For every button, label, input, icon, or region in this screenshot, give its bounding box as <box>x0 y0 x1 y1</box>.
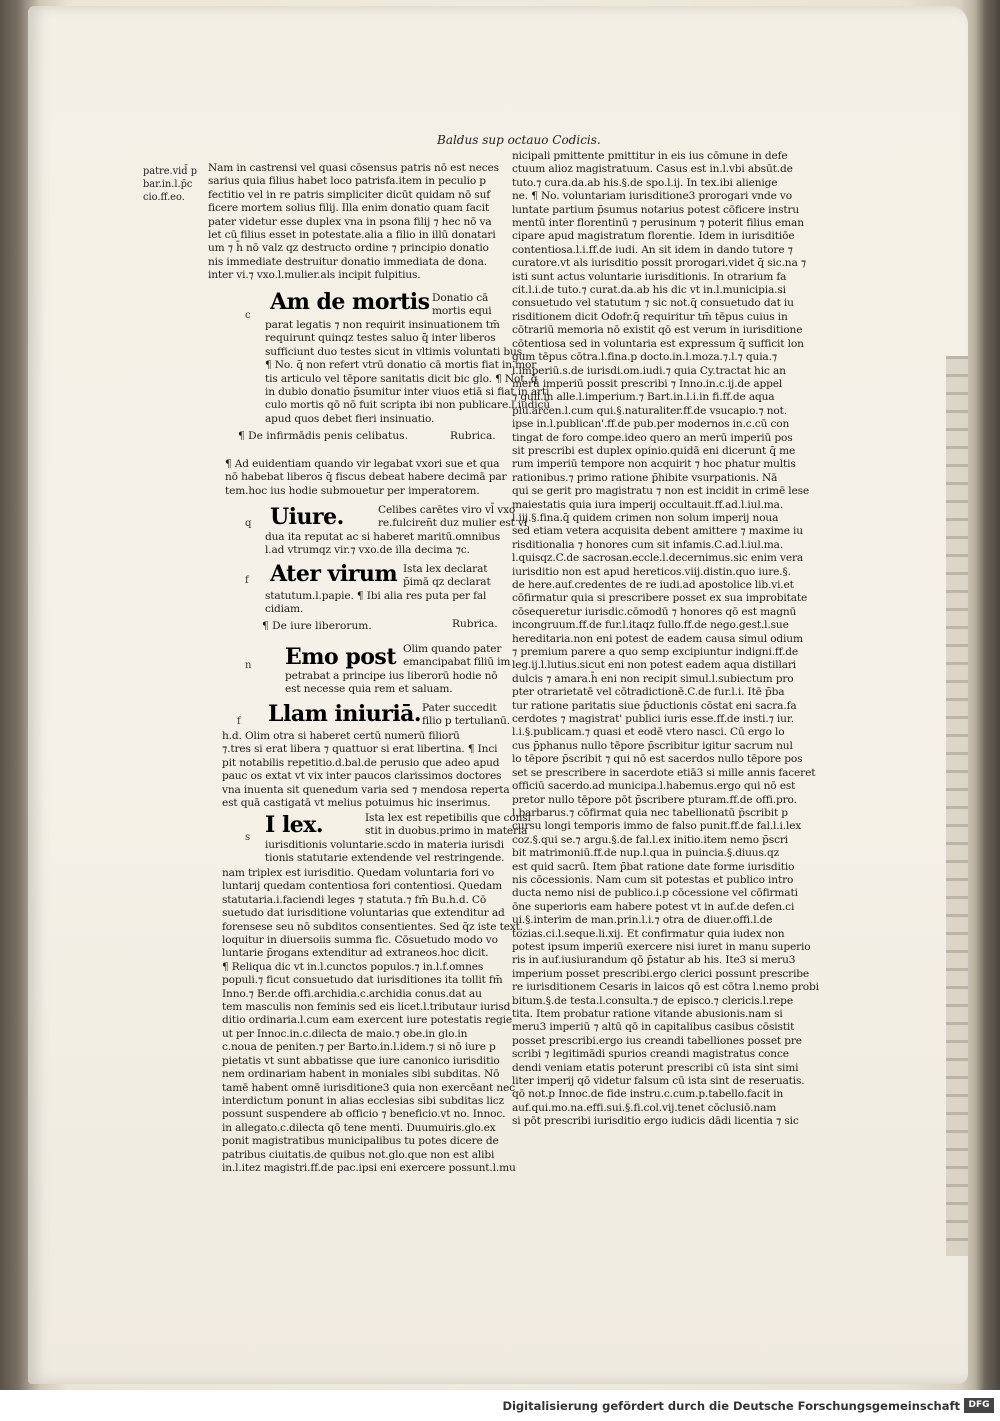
text-line: um ⁊ h̄ nō valz qz destructo ordine ⁊ principio donatio <box>208 242 489 255</box>
right-column <box>512 150 819 1129</box>
text-line: Donatio cā <box>432 292 489 304</box>
margin-letter: q <box>245 518 252 529</box>
text-line: tionis statutarie extendende vel restringende. <box>265 852 505 865</box>
lemma-initial <box>270 290 430 314</box>
text-line: est quid sacrū. Item p̄bat ratione date forme iurisditio <box>512 860 795 873</box>
text-line: si pōt prescribi iurisditio ergo iudicis dādi licentia ⁊ sic <box>512 1115 799 1128</box>
footer-credit: Digitalisierung gefördert durch die Deutsche Forschungsgemeinschaft <box>502 1399 960 1413</box>
running-header: Baldus sup octauo Codicis. <box>437 133 601 147</box>
text-line: l.i.§.publicam.⁊ quasi et eodē vtero nasci. Cū ergo lo <box>512 726 785 739</box>
margin-letter: c <box>245 310 251 321</box>
text-line: officiū sacerdo.ad municipa.l.habemus.ergo qui nō est <box>512 780 796 793</box>
text-line: l.imperiū.s.de iurisdi.om.iudi.⁊ quia Cy.tractat hic an <box>512 364 786 377</box>
lemma-side-text <box>432 292 492 319</box>
text-line: forensese seu nō subditos consentientes. Sed q̄z iste text. <box>222 920 523 933</box>
text-line: patribus ciuitatis.de quibus not.glo.que non est alibi <box>222 1148 495 1161</box>
text-line: re iurisditionem Cesaris in laicos qō est cōtra l.nemo probi <box>512 981 819 994</box>
lemma-heading: Llam iniuriā. <box>268 701 422 727</box>
margin-note-line: patre.vid̄ p <box>143 166 197 177</box>
text-line: qō not.p Innoc.de fide instru.c.cum.p.tabello.facit in <box>512 1088 784 1101</box>
text-line: ¶ Reliqua dic vt in.l.cunctos populos.⁊ in.l.f.omnes <box>222 960 484 973</box>
text-line: ipse in.l.publican'.ff.de pub.per modernos in.c.cū con <box>512 418 790 431</box>
text-line: let cū filius esset in potestate.alia a filio in illū donatari <box>208 229 496 242</box>
text-line: cursu longi temporis immo de falso punit.ff.de fal.l.i.lex <box>512 820 802 833</box>
text-line: meru3 imperiū ⁊ altū qō in capitalibus casibus cōsistit <box>512 1021 795 1034</box>
text-line: pietatis vt sunt abbatisse que iure canonico iurisditio <box>222 1054 500 1067</box>
text-line: tozias.ci.l.seque.li.xij. Et confirmatur quia iudex non <box>512 927 785 940</box>
lemma-initial <box>270 562 397 586</box>
text-line: Ista lex declarat <box>403 563 488 575</box>
text-line: ducta nemo nisi de publico.i.p cōcessione vel cōfirmati <box>512 887 798 900</box>
lemma-heading: Am de mortis <box>270 289 430 315</box>
text-line: luntate partium p̄sumus notarius potest cōficere instru <box>512 203 800 216</box>
text-line: cōsequeretur iurisdic.cōmodū ⁊ honores qō est magnū <box>512 605 797 618</box>
rubric-title: ¶ De infirmādis penis celibatus. <box>238 430 408 442</box>
text-line: plu.arcen.l.cum qui.§.naturaliter.ff.de vsucapio.⁊ not. <box>512 404 787 417</box>
lemma-side-text <box>285 670 498 697</box>
margin-note-line: cio.ff.eo. <box>143 192 185 203</box>
text-line: possunt suspendere ab officio ⁊ beneficio.vt no. Innoc. <box>222 1108 506 1121</box>
text-line: bitum.§.de testa.l.consulta.⁊ de episco.⁊ clericis.l.repe <box>512 994 793 1007</box>
rubric-label: Rubrica. <box>452 618 498 630</box>
text-line: l.quisqz.C.de sacrosan.eccle.l.decernimus.sic enim vera <box>512 552 804 565</box>
text-line: dulcis ⁊ amara.h̄ eni non recipit simul.l.subiectum pro <box>512 672 794 685</box>
text-line: vna inuenta sit quenedum varia sed ⁊ mendosa reperta <box>222 783 510 796</box>
text-line: interdictum ponunt in alias ecclesias sibi subditas licz <box>222 1094 505 1107</box>
text-line: nem ordinariam habent in moniales sibi subditas. Nō <box>222 1068 500 1081</box>
text-line: curatore.vt als iurisditio possit prorogari.videt q̄ sic.na ⁊ <box>512 257 806 270</box>
text-line: imperium posset prescribi.ergo clerici possunt prescribe <box>512 967 810 980</box>
text-line: tuto.⁊ cura.da.ab his.§.de spo.l.ij. In tex.ibi alienige <box>512 176 778 189</box>
lemma-side-text <box>403 563 491 590</box>
text-line: tem.hoc ius hodie submouetur per imperatorem. <box>225 484 480 497</box>
text-line: ctuum alioz magistratuum. Casus est in.l.vbi absūt.de <box>512 163 793 176</box>
text-line: nis cōcessionis. Nam cum sit potestas et publico intro <box>512 873 794 886</box>
lemma-initial <box>268 702 421 726</box>
lemma-initial <box>285 645 396 669</box>
text-line: iurisditionis voluntarie.scdo in materia iurisdi <box>265 839 504 851</box>
text-line: luntarij quedam contentiosa fori contentiosi. Quedam <box>222 880 503 893</box>
text-line: nō habebat liberos q̄ fiscus debeat habere decimā par <box>225 471 507 484</box>
text-line: requirunt quinqz testes saluo q̄ inter liberos <box>265 332 496 345</box>
text-line: ditio ordinaria.l.cum eam exercent iure potestatis regie <box>222 1014 513 1027</box>
text-line: filio p tertulianū. <box>422 715 510 728</box>
left-column-block-e <box>222 867 523 1175</box>
text-line: Pater succedit <box>422 702 497 714</box>
text-line: sufficiunt duo testes sicut in vltimis voluntati bus. <box>265 345 526 358</box>
lemma-side-text <box>378 504 527 531</box>
lemma-side-text <box>265 531 500 558</box>
text-line: sarius quia filius habet loco patrisfa.item in peculio p <box>208 175 486 188</box>
text-line: l.ad vtrumqz vir.⁊ vxo.de illa decima ⁊c. <box>265 544 470 557</box>
lemma-heading: Emo post <box>285 644 396 670</box>
text-line: de here.auf.credentes de re iudi.ad apostolice lib.vi.et <box>512 579 794 591</box>
text-line: pauc os extat vt vix inter paucos clarissimos doctores <box>222 770 502 783</box>
margin-letter: f <box>237 716 241 727</box>
text-line: in allegato.c.dilecta qō tene menti. Duumuiris.glo.ex <box>222 1121 496 1134</box>
text-line: inter vi.⁊ vxo.l.mulier.als incipit fulpitius. <box>208 269 421 282</box>
text-line: pter otrarietatē vel cōtradictionē.C.de fur.l.i. Itē p̄ba <box>512 686 785 699</box>
text-line: mortis equi <box>432 305 492 318</box>
text-line: ris in auf.iusiurandum qō p̄statur ab his. Ite3 si meru3 <box>512 954 796 967</box>
text-line: statutaria.i.faciendi leges ⁊ statuta.⁊ fm̄ Bu.h.d. Cō <box>222 893 487 906</box>
text-line: h.d. Olim otra si haberet certū numerū filiorū <box>222 730 460 742</box>
text-line: ¶ Ad euidentiam quando vir legabat vxori sue et qua <box>225 458 500 470</box>
text-line: cidiam. <box>265 603 304 616</box>
text-line: gum tēpus cōtra.l.fina.p docto.in.l.moza.⁊.l.⁊ quia.⁊ <box>512 351 777 364</box>
book-edge <box>946 356 968 1256</box>
text-line: coz.§.qui se.⁊ argu.§.de fal.l.ex initio.item nemo p̄scri <box>512 833 789 846</box>
text-line: pretor nullo tēpore pōt p̄scribere pturam.ff.de offi.pro. <box>512 793 797 806</box>
text-line: rationibus.⁊ primo ratione p̄hibite vsurpationis. Nā <box>512 471 778 484</box>
text-line: mentū inter florentinū ⁊ perusinum ⁊ poterit filius eman <box>512 217 804 230</box>
text-line: lo tēpore p̄scribit ⁊ qui nō est sacerdos nullo tēpore pos <box>512 753 803 766</box>
rubric-title: ¶ De iure liberorum. <box>262 620 372 632</box>
text-line: re.fulciren̄t duz mulier est vi <box>378 517 528 530</box>
text-line: Inno.⁊ Ber.de offi.archidia.c.archidia conus.dat au <box>222 987 482 1000</box>
left-column-block-c <box>225 458 506 498</box>
lemma-side-text <box>265 590 486 617</box>
text-line: maiestatis quia iura imperij occultauit.ff.ad.l.iul.ma. <box>512 498 784 511</box>
text-line: emancipabat filiū im <box>403 656 511 669</box>
text-line: liter imperij qō videtur falsum cū ista sint de reseruatis. <box>512 1075 805 1088</box>
text-line: tem masculis non feminis sed eis licet.l.tributaur iurisd <box>222 1001 511 1014</box>
rubric-label: Rubrica. <box>450 430 496 442</box>
text-line: Olim quando pater <box>403 643 502 655</box>
text-line: dua ita reputat ac si haberet maritū.omnibus <box>265 531 501 543</box>
text-line: risditionalia ⁊ honores cum sit infamis.C.ad.l.iul.ma. <box>512 538 784 551</box>
text-line: scribi ⁊ legitimādi spurios creandi magistratus conce <box>512 1048 789 1061</box>
text-line: hereditaria.non eni potest de eadem causa simul odium <box>512 632 803 645</box>
text-line: Ista lex est repetibilis que consi <box>365 812 531 824</box>
text-line: petrabat a principe ius liberorū hodie nō <box>285 670 498 682</box>
text-line: cus p̄phanus nullo tēpore p̄scribitur igitur sacrum nul <box>512 739 793 752</box>
text-line: set se prescribere in sacerdote etiā3 si mille annis faceret <box>512 766 816 779</box>
text-line: ¶ No. q̄ non refert vtrū donatio cā mortis fiat in mor <box>265 359 537 372</box>
text-line: suetudo dat iurisditione voluntarias que extenditur ad <box>222 907 505 920</box>
text-line: loquitur in diuersoiis summa fic. Cōsuetudo modo vo <box>222 934 498 947</box>
margin-note-line: bar.in.l.p̄c <box>143 179 193 190</box>
text-line: est quā castigatā vt melius potuimus hic inserimus. <box>222 797 491 810</box>
text-line: cipare apud magistratum florentie. Idem in iurisditiōe <box>512 230 795 243</box>
lemma-heading: Ater virum <box>270 561 398 587</box>
left-column-block-d <box>222 730 510 810</box>
text-line: isti sunt actus voluntarie iurisditionis. In otrarium fa <box>512 270 787 283</box>
text-line: cōfirmatur quia si prescribere posset ex sua improbitate <box>512 592 808 605</box>
text-line: tis articulo vel tēpore sanitatis dicit bic glo. ¶ Not. q̄ <box>265 372 538 385</box>
text-line: l.barbarus.⁊ cōfirmat quia nec tabellionatū p̄scribit p <box>512 806 788 819</box>
text-line: luntarie p̄rogans extenditur ad extraneos.hoc dicit. <box>222 947 489 960</box>
text-line: nis immediate destruitur donatio immediata de dona. <box>208 255 487 268</box>
text-line: l.iij.§.fina.q̄ quidem crimen non solum imperij noua <box>512 511 779 524</box>
text-line: ponit magistratibus municipalibus tu potes dicere de <box>222 1135 499 1148</box>
text-line: leg.ij.l.lutius.sicut eni non potest eadem aqua distillari <box>512 659 797 672</box>
text-line: fectitio vel in re patris simpliciter dicūt quidam nō suf <box>208 188 491 201</box>
text-line: consuetudo vel statutum ⁊ sic not.q̄ consuetudo dat iu <box>512 297 794 310</box>
text-line: parat legatis ⁊ non requirit insinuationem tm̄ <box>265 319 500 331</box>
text-line: in dubio donatio p̄sumitur inter viuos etiā si fiat in arti <box>265 386 550 399</box>
margin-note <box>143 165 203 204</box>
lemma-side-text <box>403 643 510 670</box>
text-line: nicipali pmittente pmittitur in eis ius cōmune in defe <box>512 150 788 162</box>
text-line: ⁊.tres si erat libera ⁊ quattuor si erat libertina. ¶ Inci <box>222 743 498 756</box>
text-line: pit notabilis repetitio.d.bal.de perusio que adeo apud <box>222 756 500 769</box>
text-line: posset prescribi.ergo ius creandi tabelliones posset pre <box>512 1034 802 1047</box>
text-line: ui.§.interim de man.prin.l.i.⁊ otra de diuer.offi.l.de <box>512 914 773 927</box>
text-line: cōtentiosa sed in voluntaria est expressum q̄ sufficit lon <box>512 337 804 350</box>
text-line: contentiosa.l.i.ff.de iudi. An sit idem in dando tutore ⁊ <box>512 243 793 256</box>
text-line: tingat de foro compe.ideo quero an merū imperiū pos <box>512 431 793 444</box>
text-line: iurisditio non est apud hereticos.viij.distin.quo iure.§. <box>512 565 791 578</box>
lemma-heading: Uiure. <box>270 504 344 530</box>
dfg-logo: DFG <box>964 1398 994 1413</box>
text-line: ⁊ premium parere a quo semp excipiuntur indigni.ff.de <box>512 646 799 659</box>
lemma-heading: I lex. <box>265 812 324 838</box>
text-line: rum imperiū tempore non acquirit ⁊ hoc phatur multis <box>512 458 796 471</box>
text-line: cōtrariū memoria nō existit qō est verum in iurisditione <box>512 324 803 337</box>
text-line: ficere mortem solius filij. Illa enim donatio quam facit <box>208 202 489 215</box>
text-line: stit in duobus.primo in materia <box>365 825 528 838</box>
text-line: tamē habent omnē iurisditione3 quia non exercēant nec <box>222 1081 515 1094</box>
margin-letter: f <box>245 575 249 586</box>
text-line: ōne superioris eam habere potest vt in auf.de defen.ci <box>512 900 795 913</box>
text-line: bit matrimoniū.ff.de nup.l.qua in puincia.§.diuus.qz <box>512 847 780 860</box>
text-line: auf.qui.mo.na.effi.sui.§.fi.col.vij.tenet cōclusiō.nam <box>512 1101 777 1114</box>
text-line: risditionem dicit Odofr.q̄ requiritur tm̄ tēpus cuius in <box>512 310 788 323</box>
text-line: incongruum.ff.de fur.l.itaqz fullo.ff.de nego.gest.l.sue <box>512 619 789 632</box>
text-line: cerdotes ⁊ magistrat' publici iuris esse.ff.de insti.⁊ iur. <box>512 713 794 726</box>
text-line: statutum.l.papie. ¶ Ibi alia res puta per fal <box>265 590 487 602</box>
margin-letter: n <box>245 660 252 671</box>
text-line: nam triplex est iurisditio. Quedam voluntaria fori vo <box>222 867 495 879</box>
text-line: ⁊ guil.in alle.l.imperium.⁊ Bart.in.l.i.in fi.ff.de aqua <box>512 391 775 404</box>
text-line: pater videtur esse duplex vna in psona filij ⁊ hec nō va <box>208 215 492 228</box>
left-column-block-b <box>265 319 550 426</box>
text-line: c.noua de peniten.⁊ per Barto.in.l.idem.⁊ si nō iure p <box>222 1041 496 1054</box>
text-line: dendi veniam etatis poterunt prescribi cū ista sint simi <box>512 1061 799 1074</box>
text-line: tur ratione paritatis siue p̄ductionis cōstat eni sacra.fa <box>512 699 797 712</box>
text-line: p̄imā qz declarat <box>403 576 491 589</box>
text-line: est necesse quia rem et saluam. <box>285 683 453 696</box>
text-line: in.l.itez magistri.ff.de pac.ipsi eni exercere possunt.l.mu <box>222 1161 516 1174</box>
text-line: merū imperiū possit prescribi ⁊ Inno.in.c.ij.de appel <box>512 377 783 390</box>
text-line: sit prescribi est duplex opinio.quidā eni dicerunt q̄ me <box>512 444 796 457</box>
text-line: tita. Item probatur ratione vitande abusionis.nam si <box>512 1008 783 1020</box>
lemma-initial <box>265 813 323 837</box>
text-line: ut per Innoc.in.c.dilecta de maio.⁊ obe.in glo.in <box>222 1027 468 1040</box>
text-line: culo mortis qō nō fuit scripta ibi non publicare.l.iudicū <box>265 399 550 412</box>
text-line: ne. ¶ No. voluntariam iurisditione3 prorogari vnde vo <box>512 190 792 203</box>
text-line: Celibes carētes viro vl̄ vxo <box>378 504 516 516</box>
text-line: cit.l.i.de tuto.⁊ curat.da.ab his dic vt in.l.municipia.si <box>512 284 786 297</box>
lemma-side-text <box>422 702 510 729</box>
text-line: sed etiam vetera acquisita debent amittere ⁊ maxime iu <box>512 525 803 538</box>
lemma-initial <box>270 505 344 529</box>
text-line: populi.⁊ ficut consuetudo dat iurisditiones ita tollit fm̄ <box>222 974 503 987</box>
left-column-block-a <box>208 162 499 283</box>
text-line: qui se gerit pro magistratu ⁊ non est incidit in crimē lese <box>512 485 810 498</box>
lemma-side-text <box>265 839 504 866</box>
text-line: Nam in castrensi vel quasi cōsensus patris nō est neces <box>208 162 499 174</box>
text-line: apud quos debet fieri insinuatio. <box>265 412 435 425</box>
margin-letter: s <box>245 832 251 843</box>
lemma-side-text <box>365 812 531 839</box>
text-line: potest ipsum imperiū exercere nisi iuret in manu superio <box>512 940 811 953</box>
